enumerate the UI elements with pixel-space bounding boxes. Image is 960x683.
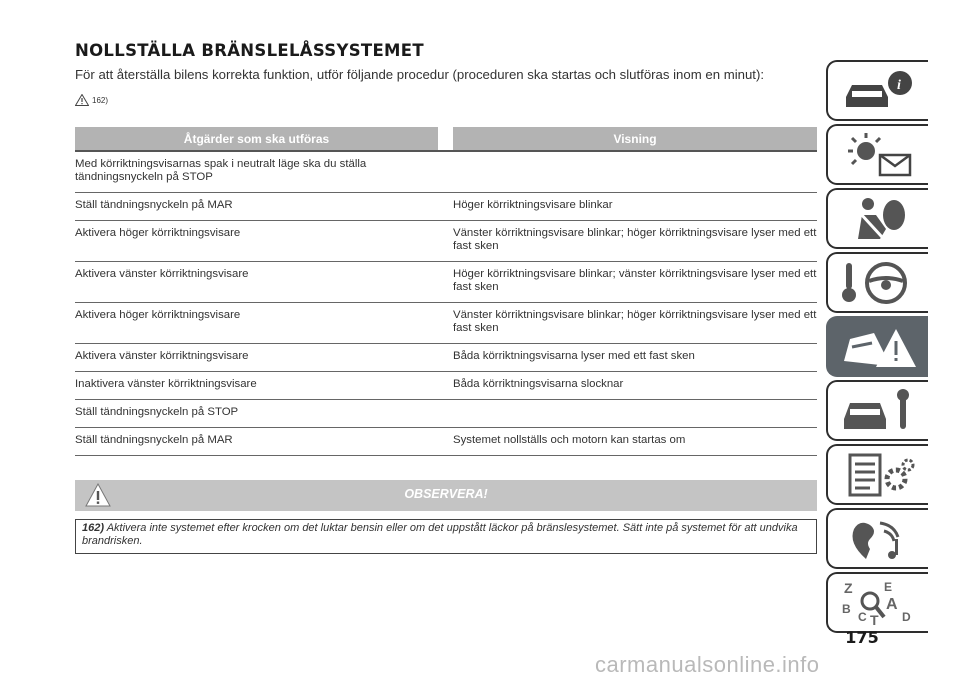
table-row xyxy=(75,193,817,221)
table-row xyxy=(75,428,817,456)
action-cell: Aktivera höger körriktningsvisare xyxy=(75,303,438,344)
table-row xyxy=(75,303,817,344)
action-cell: Aktivera vänster körriktningsvisare xyxy=(75,262,438,303)
index-letter: B xyxy=(842,602,851,616)
sidebar-tab-safety[interactable] xyxy=(826,188,928,249)
action-cell: Ställ tändningsnyckeln på MAR xyxy=(75,428,438,456)
sidebar-tab-warning-lights[interactable] xyxy=(826,124,928,185)
display-cell xyxy=(453,400,817,428)
warning-reference[interactable] xyxy=(75,94,108,106)
safety-airbag-icon xyxy=(840,195,918,243)
observera-note xyxy=(75,519,817,554)
alphabetical-index-icon xyxy=(840,579,918,627)
observera-title: OBSERVERA! xyxy=(404,487,488,501)
index-letter: E xyxy=(884,580,893,594)
column-header-display: Visning xyxy=(453,127,817,151)
emergency-car-icon xyxy=(840,323,918,371)
index-letter: D xyxy=(902,610,911,624)
display-cell: Båda körriktningsvisarna slocknar xyxy=(453,372,817,400)
action-cell: Med körriktningsvisarnas spak i neutralt läge ska du ställa tändningsnyckeln på STOP xyxy=(75,151,438,193)
column-header-actions: Åtgärder som ska utföras xyxy=(75,127,438,151)
warning-lights-icon xyxy=(840,131,918,179)
car-info-icon xyxy=(840,67,918,115)
table-row xyxy=(75,400,817,428)
sidebar-tab-technical-data[interactable] xyxy=(826,444,928,505)
display-cell: Båda körriktningsvisarna lyser med ett fast sken xyxy=(453,344,817,372)
display-cell: Höger körriktningsvisare blinkar; vänster körriktningsvisare lyser med ett fast sken xyxy=(453,262,817,303)
table-row xyxy=(75,221,817,262)
sidebar-tab-starting-driving[interactable] xyxy=(826,252,928,313)
sidebar-tab-maintenance[interactable] xyxy=(826,380,928,441)
sidebar-tab-index[interactable] xyxy=(826,572,928,633)
watermark: carmanualsonline.info xyxy=(595,652,820,677)
index-letter: A xyxy=(886,596,898,613)
procedure-table xyxy=(75,127,817,456)
display-cell xyxy=(453,151,817,193)
sidebar-tab-emergency[interactable] xyxy=(826,316,928,377)
action-cell: Aktivera höger körriktningsvisare xyxy=(75,221,438,262)
display-cell: Systemet nollställs och motorn kan startas om xyxy=(453,428,817,456)
index-letter: Z xyxy=(844,580,853,596)
steering-key-icon xyxy=(840,259,918,307)
sidebar-tab-car-info[interactable] xyxy=(826,60,928,121)
sidebar-tab-multimedia[interactable] xyxy=(826,508,928,569)
table-row xyxy=(75,344,817,372)
page-number: 175 xyxy=(845,628,879,647)
warning-reference-label: 162) xyxy=(92,95,109,105)
svg-text:i: i xyxy=(897,78,901,93)
display-cell: Höger körriktningsvisare blinkar xyxy=(453,193,817,221)
maintenance-icon xyxy=(840,387,918,435)
warning-triangle-icon xyxy=(75,94,89,106)
display-cell: Vänster körriktningsvisare blinkar; höger körriktningsvisare lyser med ett fast sken xyxy=(453,221,817,262)
note-number: 162) xyxy=(82,522,105,534)
page-title: NOLLSTÄLLA BRÄNSLELÅSSYSTEMET xyxy=(75,41,424,60)
action-cell: Ställ tändningsnyckeln på MAR xyxy=(75,193,438,221)
action-cell: Inaktivera vänster körriktningsvisare xyxy=(75,372,438,400)
note-text: Aktivera inte systemet efter krocken om det luktar bensin eller om det uppstått läckor på bränslesystemet. Sätt inte på systemet för att undvika brandrisken. xyxy=(82,522,798,547)
intro-text: För att återställa bilens korrekta funktion, utför följande procedur (proceduren ska startas och slutföras inom en minut): xyxy=(75,67,765,82)
index-letter: T xyxy=(870,612,879,627)
technical-data-icon xyxy=(840,451,918,499)
table-row xyxy=(75,372,817,400)
action-cell: Aktivera vänster körriktningsvisare xyxy=(75,344,438,372)
observera-banner xyxy=(75,480,817,511)
index-letter: C xyxy=(858,610,867,624)
table-row xyxy=(75,151,817,193)
display-cell: Vänster körriktningsvisare blinkar; höger körriktningsvisare lyser med ett fast sken xyxy=(453,303,817,344)
multimedia-icon xyxy=(840,515,918,563)
table-row xyxy=(75,262,817,303)
action-cell: Ställ tändningsnyckeln på STOP xyxy=(75,400,438,428)
